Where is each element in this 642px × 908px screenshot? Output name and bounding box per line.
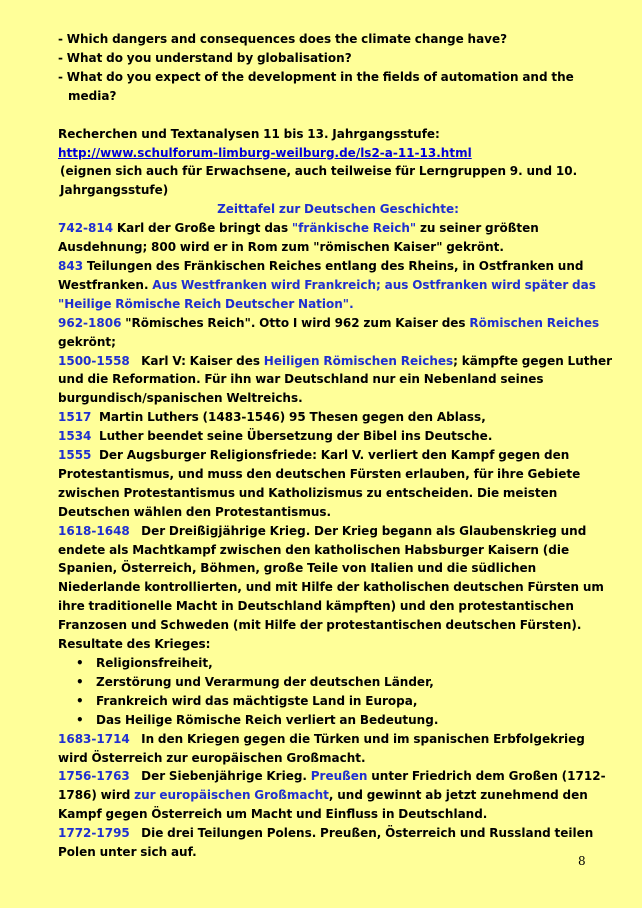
research-heading: Recherchen und Textanalysen 11 bis 13. Jahrgangsstufe: bbox=[58, 126, 440, 141]
list-item: • Frankreich wird das mächtigste Land in Europa, bbox=[96, 692, 618, 711]
entry-text: zu seiner größten Ausdehnung; 800 wird er in Rom zum "römischen Kaiser" gekrönt. bbox=[58, 221, 539, 255]
entry-text: Teilungen des Fränkischen Reiches entlang des Rheins, in Ostfranken und Westfranken. bbox=[58, 258, 584, 292]
entry-text: unter Friedrich dem Großen (1712-1786) wird bbox=[58, 769, 606, 803]
entry-year: 1534 bbox=[58, 429, 92, 444]
entry-text: Karl der Große bringt das bbox=[113, 221, 292, 236]
entry-text: In den Kriegen gegen die Türken und im spanischen Erbfolgekrieg wird Österreich zur europäischen Großmacht. bbox=[58, 731, 589, 765]
entry-text: Karl V: Kaiser des bbox=[129, 353, 264, 368]
timeline-entry-1534 bbox=[58, 427, 618, 446]
entry-highlight: Heiligen Römischen Reiches bbox=[263, 353, 454, 368]
entry-year: 1517 bbox=[58, 410, 92, 425]
entry-year: 1683-1714 bbox=[58, 731, 130, 746]
entry-highlight: "fränkische Reich" bbox=[291, 221, 417, 236]
timeline-entry-843 bbox=[58, 257, 618, 314]
spacer bbox=[58, 106, 618, 125]
results-heading: Resultate des Krieges: bbox=[58, 637, 211, 652]
entry-text: Der Augsburger Religionsfriede: Karl V. verliert den Kampf gegen den Protestantismus, und muss den deutschen Fürsten erlauben, für ihre Gebiete zwischen Protestantismus und Katholizismus zu entscheiden. Die meisten Deutschen wählen den Protestantismus. bbox=[58, 448, 585, 519]
question-climate: - Which dangers and consequences does the climate change have? bbox=[58, 32, 508, 46]
list-item: • Das Heilige Römische Reich verliert an Bedeutung. bbox=[96, 711, 618, 730]
timeline-entry-1555 bbox=[58, 446, 618, 522]
entry-year: 843 bbox=[58, 258, 84, 273]
entry-text: Die drei Teilungen Polens. Preußen, Österreich und Russland teilen Polen unter sich auf. bbox=[58, 826, 598, 860]
list-item: • Religionsfreiheit, bbox=[96, 654, 618, 673]
timeline-entry-1517 bbox=[58, 408, 618, 427]
entry-text: Der Dreißigjährige Krieg. Der Krieg begann als Glaubenskrieg und endete als Machtkampf zwischen den katholischen Habsburger Kaisern (die Spanien, Österreich, Böhmen, große Teile von Italien und die südlichen Niederlande kontrollierten, und mit Hilfe der katholischen deutschen Fürsten um ihre traditionelle Macht in Deutschland kämpften) und den protestantischen Franzosen und Schweden (mit Hilfe der protestantischen deutschen Fürsten). bbox=[58, 523, 608, 633]
entry-text: gekrönt; bbox=[58, 334, 116, 349]
entry-text: Martin Luthers (1483-1546) 95 Thesen gegen den Ablass, bbox=[91, 410, 486, 425]
timeline-entry-1618 bbox=[58, 522, 618, 635]
entry-highlight: zur europäischen Großmacht bbox=[134, 788, 329, 803]
list-item: • Zerstörung und Verarmung der deutschen Länder, bbox=[96, 673, 618, 692]
question-automation: - What do you expect of the development in the fields of automation and the media? bbox=[58, 69, 574, 103]
entry-text: Luther beendet seine Übersetzung der Bibel ins Deutsche. bbox=[91, 429, 493, 444]
timeline-entry-1756 bbox=[58, 767, 618, 824]
research-link[interactable]: http://www.schulforum-limburg-weilburg.de/ls2-a-11-13.html bbox=[58, 145, 472, 160]
entry-year: 1618-1648 bbox=[58, 523, 130, 538]
entry-text: Der Siebenjährige Krieg. bbox=[129, 769, 311, 784]
timeline-entry-742 bbox=[58, 219, 618, 257]
entry-highlight: Preußen bbox=[310, 769, 368, 784]
timeline-title: Zeittafel zur Deutschen Geschichte: bbox=[217, 202, 459, 217]
page-content bbox=[58, 30, 618, 862]
timeline-entry-962 bbox=[58, 314, 618, 352]
entry-text: ; kämpfte gegen Luther und die Reformation. Für ihn war Deutschland nur ein Nebenland seines burgundisch/spanischen Weltreichs. bbox=[58, 353, 616, 406]
entry-text: "Römisches Reich". Otto I wird 962 zum Kaiser des bbox=[121, 315, 470, 330]
timeline-entry-1683 bbox=[58, 730, 618, 768]
entry-year: 1756-1763 bbox=[58, 769, 130, 784]
entry-year: 742-814 bbox=[58, 221, 114, 236]
entry-highlight: Römischen Reiches bbox=[469, 315, 600, 330]
entry-text: , und gewinnt ab jetzt zunehmend den Kampf gegen Österreich um Macht und Einfluss in Deutschland. bbox=[58, 788, 592, 822]
entry-year: 1772-1795 bbox=[58, 826, 130, 841]
research-note: (eignen sich auch für Erwachsene, auch teilweise für Lerngruppen 9. und 10. Jahrgangsstufe) bbox=[60, 164, 578, 198]
results-list bbox=[58, 654, 618, 730]
entry-highlight: Aus Westfranken wird Frankreich; aus Ostfranken wird später das "Heilige Römische Reich Deutscher Nation". bbox=[58, 277, 596, 311]
entry-year: 962-1806 bbox=[58, 315, 122, 330]
entry-year: 1500-1558 bbox=[58, 353, 130, 368]
page-number: 8 bbox=[578, 854, 586, 868]
timeline-entry-1500 bbox=[58, 352, 618, 409]
entry-year: 1555 bbox=[58, 448, 92, 463]
question-globalisation: - What do you understand by globalisation? bbox=[58, 50, 352, 65]
timeline-entry-1772 bbox=[58, 824, 618, 862]
